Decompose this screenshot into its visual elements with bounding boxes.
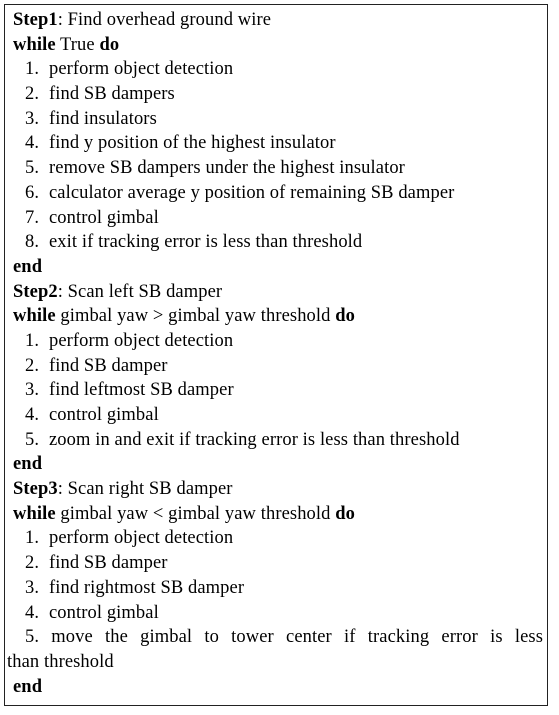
item-text: exit if tracking error is less than threshold	[49, 232, 363, 253]
step1-while-keyword: while	[13, 34, 56, 55]
item-word: center	[286, 627, 332, 648]
item-number: 2.	[25, 84, 40, 105]
item-number: 1.	[25, 330, 40, 351]
step2-item-3	[13, 378, 547, 403]
step1-item-6	[13, 181, 547, 206]
step2-item-5	[13, 428, 547, 453]
item-word: tower	[231, 627, 274, 648]
step1-condition: True	[55, 34, 100, 55]
item-text: perform object detection	[49, 528, 234, 549]
step1-end: end	[13, 256, 43, 277]
step1-heading	[13, 8, 547, 33]
step2-item-1	[13, 329, 547, 354]
step3-do-keyword: do	[335, 503, 355, 524]
step2-item-4	[13, 403, 547, 428]
step3-while-line	[13, 502, 547, 527]
step3-item-1	[13, 526, 547, 551]
step1-item-2	[13, 82, 547, 107]
step2-while-line	[13, 304, 547, 329]
step1-item-7	[13, 206, 547, 231]
item-number: 4.	[25, 133, 40, 154]
step3-item-2	[13, 551, 547, 576]
item-number: 3.	[25, 108, 40, 129]
step1-title: : Find overhead ground wire	[57, 10, 272, 30]
step3-item-3	[13, 576, 547, 601]
step1-do-keyword: do	[99, 34, 120, 55]
step1-item-3	[13, 107, 547, 132]
step3-while-keyword: while	[13, 503, 56, 524]
step3-item-4	[13, 601, 547, 626]
item-word: move	[51, 627, 93, 648]
item-text: perform object detection	[49, 330, 234, 351]
step2-condition: gimbal yaw > gimbal yaw threshold	[55, 306, 336, 327]
item-text: find insulators	[49, 108, 157, 129]
item-text: find SB damper	[49, 355, 168, 376]
item-text: calculator average y position of remaining SB damper	[49, 182, 455, 203]
item-word: tracking	[367, 627, 430, 648]
item-number: 1.	[25, 528, 40, 549]
step3-label: Step3	[13, 479, 58, 500]
item-word: if	[344, 627, 356, 648]
step3-heading	[13, 477, 547, 502]
item-text: find SB damper	[49, 553, 168, 574]
item-number: 6.	[25, 182, 40, 203]
item-number: 3.	[25, 380, 40, 401]
item-text: find rightmost SB damper	[49, 577, 245, 598]
item-number: 2.	[25, 553, 40, 574]
step1-item-5	[13, 156, 547, 181]
step2-do-keyword: do	[335, 306, 355, 327]
item-text: find leftmost SB damper	[49, 380, 234, 401]
item-number: 4.	[25, 602, 40, 623]
step1-while-line	[13, 33, 547, 58]
item-text: control gimbal	[49, 405, 159, 425]
item-word: the	[105, 627, 128, 648]
step3-item-5-continuation: than threshold	[7, 651, 114, 672]
step2-heading	[13, 280, 547, 305]
step3-title: : Scan right SB damper	[57, 479, 233, 500]
step1-item-4	[13, 131, 547, 156]
step3-condition: gimbal yaw < gimbal yaw threshold	[55, 503, 336, 524]
item-text: find y position of the highest insulator	[49, 133, 336, 154]
step3-item-5	[13, 625, 547, 650]
item-word: is	[490, 627, 503, 648]
item-word: to	[204, 627, 219, 648]
step2-label: Step2	[13, 281, 58, 302]
item-number: 5.	[25, 158, 40, 179]
step2-while-keyword: while	[13, 306, 56, 327]
step2-end: end	[13, 454, 43, 475]
step1-item-8	[13, 230, 547, 255]
item-number: 5.	[25, 627, 40, 648]
item-number: 5.	[25, 429, 40, 450]
item-text: find SB dampers	[49, 84, 175, 105]
algorithm-box	[4, 4, 548, 706]
item-text: remove SB dampers under the highest insulator	[49, 158, 405, 179]
item-text: zoom in and exit if tracking error is less than threshold	[49, 429, 460, 450]
item-number: 1.	[25, 59, 40, 80]
step3-end: end	[13, 676, 43, 697]
item-word: less	[514, 627, 543, 648]
item-word: gimbal	[140, 627, 193, 648]
item-number: 2.	[25, 355, 40, 376]
item-number: 7.	[25, 207, 40, 228]
step2-item-2	[13, 354, 547, 379]
step1-label: Step1	[13, 10, 58, 30]
item-text: control gimbal	[49, 602, 159, 623]
step2-title: : Scan left SB damper	[57, 281, 223, 302]
item-number: 8.	[25, 232, 40, 253]
item-word: error	[441, 627, 478, 648]
item-number: 4.	[25, 405, 40, 425]
item-text: perform object detection	[49, 59, 234, 80]
item-number: 3.	[25, 577, 40, 598]
item-text: control gimbal	[49, 207, 159, 228]
step1-item-1	[13, 57, 547, 82]
